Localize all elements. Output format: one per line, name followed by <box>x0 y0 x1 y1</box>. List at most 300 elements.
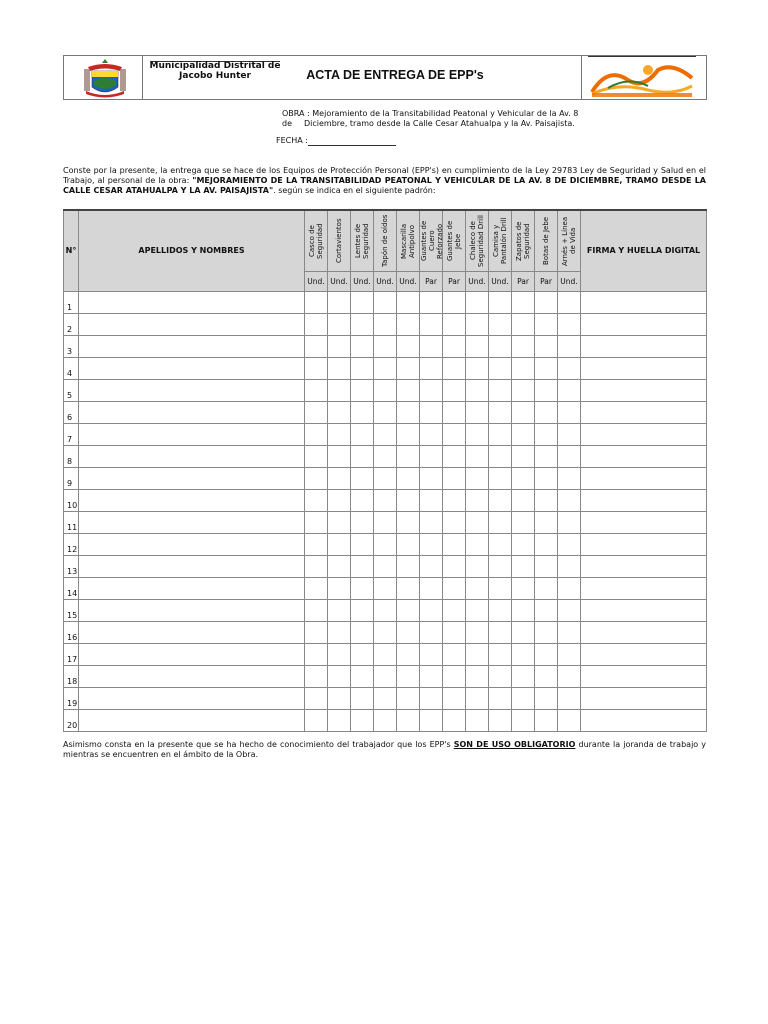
epp-check-cell[interactable] <box>420 335 443 357</box>
epp-check-cell[interactable] <box>305 709 328 731</box>
epp-check-cell[interactable] <box>305 511 328 533</box>
epp-check-cell[interactable] <box>512 687 535 709</box>
epp-check-cell[interactable] <box>535 577 558 599</box>
epp-check-cell[interactable] <box>535 313 558 335</box>
epp-check-cell[interactable] <box>443 555 466 577</box>
epp-check-cell[interactable] <box>512 335 535 357</box>
epp-check-cell[interactable] <box>351 379 374 401</box>
signature-cell[interactable] <box>581 555 707 577</box>
epp-check-cell[interactable] <box>328 687 351 709</box>
epp-check-cell[interactable] <box>466 621 489 643</box>
epp-check-cell[interactable] <box>443 467 466 489</box>
epp-check-cell[interactable] <box>443 423 466 445</box>
epp-check-cell[interactable] <box>397 313 420 335</box>
epp-check-cell[interactable] <box>305 379 328 401</box>
epp-check-cell[interactable] <box>512 291 535 313</box>
row-number: 10 <box>64 489 79 511</box>
epp-check-cell[interactable] <box>305 665 328 687</box>
epp-check-cell[interactable] <box>397 467 420 489</box>
name-cell[interactable] <box>79 401 305 423</box>
epp-check-cell[interactable] <box>351 357 374 379</box>
epp-check-cell[interactable] <box>351 445 374 467</box>
epp-check-cell[interactable] <box>558 577 581 599</box>
signature-cell[interactable] <box>581 599 707 621</box>
signature-cell[interactable] <box>581 577 707 599</box>
epp-check-cell[interactable] <box>374 489 397 511</box>
signature-cell[interactable] <box>581 467 707 489</box>
fecha-field[interactable] <box>308 145 396 146</box>
name-cell[interactable] <box>79 555 305 577</box>
epp-check-cell[interactable] <box>351 313 374 335</box>
epp-check-cell[interactable] <box>512 643 535 665</box>
epp-check-cell[interactable] <box>397 599 420 621</box>
epp-check-cell[interactable] <box>351 687 374 709</box>
row-number: 11 <box>64 511 79 533</box>
epp-check-cell[interactable] <box>420 423 443 445</box>
epp-check-cell[interactable] <box>351 533 374 555</box>
name-cell[interactable] <box>79 445 305 467</box>
epp-check-cell[interactable] <box>443 357 466 379</box>
epp-check-cell[interactable] <box>397 357 420 379</box>
row-number: 16 <box>64 621 79 643</box>
epp-check-cell[interactable] <box>443 291 466 313</box>
epp-check-cell[interactable] <box>535 357 558 379</box>
epp-check-cell[interactable] <box>305 577 328 599</box>
epp-check-cell[interactable] <box>443 709 466 731</box>
epp-check-cell[interactable] <box>558 687 581 709</box>
epp-check-cell[interactable] <box>466 445 489 467</box>
epp-check-cell[interactable] <box>558 335 581 357</box>
epp-check-cell[interactable] <box>558 445 581 467</box>
epp-check-cell[interactable] <box>489 555 512 577</box>
epp-check-cell[interactable] <box>374 467 397 489</box>
epp-check-cell[interactable] <box>328 335 351 357</box>
epp-check-cell[interactable] <box>305 621 328 643</box>
epp-check-cell[interactable] <box>466 555 489 577</box>
epp-check-cell[interactable] <box>374 599 397 621</box>
epp-check-cell[interactable] <box>328 533 351 555</box>
epp-check-cell[interactable] <box>420 467 443 489</box>
epp-check-cell[interactable] <box>328 423 351 445</box>
epp-check-cell[interactable] <box>351 511 374 533</box>
epp-check-cell[interactable] <box>466 577 489 599</box>
epp-check-cell[interactable] <box>558 357 581 379</box>
epp-check-cell[interactable] <box>374 423 397 445</box>
epp-check-cell[interactable] <box>443 665 466 687</box>
epp-check-cell[interactable] <box>420 291 443 313</box>
epp-check-cell[interactable] <box>535 709 558 731</box>
epp-check-cell[interactable] <box>512 665 535 687</box>
epp-check-cell[interactable] <box>466 401 489 423</box>
name-cell[interactable] <box>79 335 305 357</box>
epp-check-cell[interactable] <box>535 687 558 709</box>
epp-check-cell[interactable] <box>374 621 397 643</box>
epp-check-cell[interactable] <box>489 291 512 313</box>
epp-check-cell[interactable] <box>512 445 535 467</box>
epp-check-cell[interactable] <box>374 357 397 379</box>
epp-check-cell[interactable] <box>328 643 351 665</box>
epp-check-cell[interactable] <box>397 445 420 467</box>
epp-check-cell[interactable] <box>351 555 374 577</box>
epp-check-cell[interactable] <box>535 643 558 665</box>
epp-check-cell[interactable] <box>420 643 443 665</box>
signature-cell[interactable] <box>581 291 707 313</box>
epp-check-cell[interactable] <box>305 533 328 555</box>
epp-check-cell[interactable] <box>443 489 466 511</box>
epp-check-cell[interactable] <box>489 665 512 687</box>
epp-check-cell[interactable] <box>351 599 374 621</box>
epp-check-cell[interactable] <box>535 555 558 577</box>
epp-check-cell[interactable] <box>397 687 420 709</box>
epp-check-cell[interactable] <box>512 423 535 445</box>
name-cell[interactable] <box>79 379 305 401</box>
epp-check-cell[interactable] <box>420 511 443 533</box>
epp-check-cell[interactable] <box>397 643 420 665</box>
name-cell[interactable] <box>79 665 305 687</box>
col-header-number: N° <box>64 210 79 291</box>
epp-check-cell[interactable] <box>420 621 443 643</box>
epp-check-cell[interactable] <box>305 401 328 423</box>
epp-check-cell[interactable] <box>351 401 374 423</box>
name-cell[interactable] <box>79 709 305 731</box>
epp-check-cell[interactable] <box>535 401 558 423</box>
epp-check-cell[interactable] <box>351 709 374 731</box>
epp-check-cell[interactable] <box>420 599 443 621</box>
epp-check-cell[interactable] <box>558 313 581 335</box>
epp-check-cell[interactable] <box>420 357 443 379</box>
epp-check-cell[interactable] <box>420 445 443 467</box>
epp-check-cell[interactable] <box>512 489 535 511</box>
name-cell[interactable] <box>79 467 305 489</box>
signature-cell[interactable] <box>581 445 707 467</box>
epp-check-cell[interactable] <box>420 577 443 599</box>
epp-check-cell[interactable] <box>328 511 351 533</box>
epp-check-cell[interactable] <box>374 555 397 577</box>
epp-check-cell[interactable] <box>328 489 351 511</box>
col-header-item <box>443 210 466 271</box>
epp-check-cell[interactable] <box>305 555 328 577</box>
epp-check-cell[interactable] <box>489 599 512 621</box>
name-cell[interactable] <box>79 577 305 599</box>
epp-check-cell[interactable] <box>420 555 443 577</box>
col-header-item <box>351 210 374 271</box>
epp-check-cell[interactable] <box>305 445 328 467</box>
epp-check-cell[interactable] <box>420 665 443 687</box>
epp-check-cell[interactable] <box>558 643 581 665</box>
epp-check-cell[interactable] <box>466 423 489 445</box>
epp-check-cell[interactable] <box>374 511 397 533</box>
epp-check-cell[interactable] <box>420 489 443 511</box>
name-cell[interactable] <box>79 687 305 709</box>
epp-check-cell[interactable] <box>328 291 351 313</box>
epp-check-cell[interactable] <box>535 489 558 511</box>
epp-check-cell[interactable] <box>397 335 420 357</box>
epp-check-cell[interactable] <box>535 665 558 687</box>
epp-check-cell[interactable] <box>512 379 535 401</box>
name-cell[interactable] <box>79 291 305 313</box>
epp-check-cell[interactable] <box>305 467 328 489</box>
epp-check-cell[interactable] <box>512 401 535 423</box>
epp-check-cell[interactable] <box>558 489 581 511</box>
epp-check-cell[interactable] <box>351 577 374 599</box>
name-cell[interactable] <box>79 489 305 511</box>
epp-check-cell[interactable] <box>558 665 581 687</box>
epp-check-cell[interactable] <box>558 401 581 423</box>
epp-check-cell[interactable] <box>374 533 397 555</box>
epp-check-cell[interactable] <box>351 643 374 665</box>
epp-check-cell[interactable] <box>512 511 535 533</box>
epp-check-cell[interactable] <box>489 511 512 533</box>
row-number: 1 <box>64 291 79 313</box>
epp-check-cell[interactable] <box>305 423 328 445</box>
epp-check-cell[interactable] <box>351 335 374 357</box>
epp-check-cell[interactable] <box>466 643 489 665</box>
epp-check-cell[interactable] <box>466 335 489 357</box>
name-cell[interactable] <box>79 533 305 555</box>
epp-check-cell[interactable] <box>443 445 466 467</box>
epp-check-cell[interactable] <box>443 379 466 401</box>
epp-check-cell[interactable] <box>512 313 535 335</box>
epp-check-cell[interactable] <box>328 445 351 467</box>
name-cell[interactable] <box>79 599 305 621</box>
epp-check-cell[interactable] <box>512 621 535 643</box>
epp-check-cell[interactable] <box>466 489 489 511</box>
col-header-signature: FIRMA Y HUELLA DIGITAL <box>581 210 707 291</box>
epp-check-cell[interactable] <box>535 467 558 489</box>
epp-check-cell[interactable] <box>443 511 466 533</box>
epp-check-cell[interactable] <box>374 709 397 731</box>
epp-check-cell[interactable] <box>351 621 374 643</box>
epp-check-cell[interactable] <box>512 467 535 489</box>
epp-check-cell[interactable] <box>443 599 466 621</box>
epp-check-cell[interactable] <box>351 423 374 445</box>
epp-check-cell[interactable] <box>443 577 466 599</box>
signature-cell[interactable] <box>581 511 707 533</box>
epp-check-cell[interactable] <box>397 379 420 401</box>
signature-cell[interactable] <box>581 665 707 687</box>
epp-check-cell[interactable] <box>374 379 397 401</box>
epp-check-cell[interactable] <box>351 467 374 489</box>
epp-check-cell[interactable] <box>374 313 397 335</box>
epp-check-cell[interactable] <box>374 291 397 313</box>
signature-cell[interactable] <box>581 533 707 555</box>
epp-check-cell[interactable] <box>328 357 351 379</box>
epp-check-cell[interactable] <box>489 445 512 467</box>
epp-check-cell[interactable] <box>374 335 397 357</box>
epp-check-cell[interactable] <box>305 599 328 621</box>
epp-check-cell[interactable] <box>420 401 443 423</box>
epp-check-cell[interactable] <box>443 687 466 709</box>
epp-check-cell[interactable] <box>374 687 397 709</box>
epp-check-cell[interactable] <box>397 401 420 423</box>
epp-check-cell[interactable] <box>420 687 443 709</box>
epp-check-cell[interactable] <box>351 665 374 687</box>
epp-check-cell[interactable] <box>443 533 466 555</box>
signature-cell[interactable] <box>581 621 707 643</box>
epp-check-cell[interactable] <box>512 555 535 577</box>
name-cell[interactable] <box>79 313 305 335</box>
epp-check-cell[interactable] <box>420 709 443 731</box>
epp-check-cell[interactable] <box>466 291 489 313</box>
epp-check-cell[interactable] <box>397 555 420 577</box>
epp-check-cell[interactable] <box>305 313 328 335</box>
epp-check-cell[interactable] <box>489 577 512 599</box>
epp-check-cell[interactable] <box>489 467 512 489</box>
epp-check-cell[interactable] <box>489 643 512 665</box>
signature-cell[interactable] <box>581 401 707 423</box>
epp-check-cell[interactable] <box>466 357 489 379</box>
epp-delivery-table <box>63 209 707 732</box>
epp-check-cell[interactable] <box>397 577 420 599</box>
epp-check-cell[interactable] <box>305 489 328 511</box>
item-label: Chaleco de Seguridad Drill <box>469 214 485 267</box>
signature-cell[interactable] <box>581 313 707 335</box>
epp-check-cell[interactable] <box>443 313 466 335</box>
signature-cell[interactable] <box>581 379 707 401</box>
epp-check-cell[interactable] <box>535 291 558 313</box>
epp-check-cell[interactable] <box>512 599 535 621</box>
epp-check-cell[interactable] <box>397 665 420 687</box>
epp-check-cell[interactable] <box>466 467 489 489</box>
epp-check-cell[interactable] <box>489 489 512 511</box>
epp-check-cell[interactable] <box>535 423 558 445</box>
epp-check-cell[interactable] <box>489 401 512 423</box>
epp-check-cell[interactable] <box>328 401 351 423</box>
signature-cell[interactable] <box>581 687 707 709</box>
epp-check-cell[interactable] <box>466 665 489 687</box>
epp-check-cell[interactable] <box>489 687 512 709</box>
epp-check-cell[interactable] <box>374 665 397 687</box>
epp-check-cell[interactable] <box>558 379 581 401</box>
epp-check-cell[interactable] <box>489 709 512 731</box>
epp-check-cell[interactable] <box>305 687 328 709</box>
epp-check-cell[interactable] <box>466 511 489 533</box>
epp-check-cell[interactable] <box>443 335 466 357</box>
signature-cell[interactable] <box>581 423 707 445</box>
epp-check-cell[interactable] <box>466 709 489 731</box>
signature-cell[interactable] <box>581 489 707 511</box>
epp-check-cell[interactable] <box>535 511 558 533</box>
epp-check-cell[interactable] <box>466 599 489 621</box>
epp-check-cell[interactable] <box>420 533 443 555</box>
epp-check-cell[interactable] <box>558 709 581 731</box>
row-number: 17 <box>64 643 79 665</box>
epp-check-cell[interactable] <box>443 643 466 665</box>
epp-check-cell[interactable] <box>328 555 351 577</box>
epp-check-cell[interactable] <box>397 533 420 555</box>
epp-check-cell[interactable] <box>558 533 581 555</box>
epp-check-cell[interactable] <box>535 379 558 401</box>
epp-check-cell[interactable] <box>443 621 466 643</box>
epp-check-cell[interactable] <box>420 313 443 335</box>
epp-check-cell[interactable] <box>489 335 512 357</box>
epp-check-cell[interactable] <box>535 335 558 357</box>
epp-check-cell[interactable] <box>466 313 489 335</box>
epp-check-cell[interactable] <box>374 577 397 599</box>
signature-cell[interactable] <box>581 335 707 357</box>
epp-check-cell[interactable] <box>466 379 489 401</box>
intro-paragraph <box>63 166 706 196</box>
name-cell[interactable] <box>79 643 305 665</box>
signature-cell[interactable] <box>581 357 707 379</box>
item-label: Camisa y Pantalón Drill <box>492 217 508 265</box>
name-cell[interactable] <box>79 511 305 533</box>
item-label: Lentes de Seguridad <box>354 222 370 259</box>
epp-check-cell[interactable] <box>558 467 581 489</box>
epp-check-cell[interactable] <box>489 379 512 401</box>
epp-check-cell[interactable] <box>512 577 535 599</box>
epp-check-cell[interactable] <box>374 445 397 467</box>
epp-check-cell[interactable] <box>443 401 466 423</box>
epp-check-cell[interactable] <box>535 445 558 467</box>
col-header-item <box>374 210 397 271</box>
epp-check-cell[interactable] <box>351 489 374 511</box>
epp-check-cell[interactable] <box>397 621 420 643</box>
epp-check-cell[interactable] <box>489 423 512 445</box>
epp-check-cell[interactable] <box>535 599 558 621</box>
municipality-crest-logo <box>80 57 130 99</box>
epp-check-cell[interactable] <box>558 621 581 643</box>
epp-check-cell[interactable] <box>466 687 489 709</box>
epp-check-cell[interactable] <box>558 291 581 313</box>
unit-cell: Und. <box>328 271 351 291</box>
epp-check-cell[interactable] <box>489 357 512 379</box>
name-cell[interactable] <box>79 621 305 643</box>
epp-check-cell[interactable] <box>374 401 397 423</box>
signature-cell[interactable] <box>581 643 707 665</box>
epp-check-cell[interactable] <box>558 423 581 445</box>
epp-check-cell[interactable] <box>489 533 512 555</box>
epp-check-cell[interactable] <box>512 709 535 731</box>
row-number: 8 <box>64 445 79 467</box>
epp-check-cell[interactable] <box>466 533 489 555</box>
epp-check-cell[interactable] <box>489 621 512 643</box>
epp-check-cell[interactable] <box>328 313 351 335</box>
epp-check-cell[interactable] <box>397 423 420 445</box>
epp-check-cell[interactable] <box>328 709 351 731</box>
epp-check-cell[interactable] <box>374 643 397 665</box>
name-cell[interactable] <box>79 423 305 445</box>
name-cell[interactable] <box>79 357 305 379</box>
epp-check-cell[interactable] <box>328 577 351 599</box>
epp-check-cell[interactable] <box>328 665 351 687</box>
epp-check-cell[interactable] <box>512 533 535 555</box>
epp-check-cell[interactable] <box>305 335 328 357</box>
epp-check-cell[interactable] <box>558 511 581 533</box>
epp-check-cell[interactable] <box>558 555 581 577</box>
epp-check-cell[interactable] <box>328 621 351 643</box>
epp-check-cell[interactable] <box>351 291 374 313</box>
epp-check-cell[interactable] <box>328 599 351 621</box>
epp-check-cell[interactable] <box>420 379 443 401</box>
epp-check-cell[interactable] <box>489 313 512 335</box>
epp-check-cell[interactable] <box>305 291 328 313</box>
epp-check-cell[interactable] <box>305 357 328 379</box>
epp-check-cell[interactable] <box>305 643 328 665</box>
epp-check-cell[interactable] <box>397 709 420 731</box>
epp-check-cell[interactable] <box>397 291 420 313</box>
epp-check-cell[interactable] <box>535 621 558 643</box>
epp-check-cell[interactable] <box>535 533 558 555</box>
table-row <box>64 423 707 445</box>
signature-cell[interactable] <box>581 709 707 731</box>
epp-check-cell[interactable] <box>512 357 535 379</box>
epp-check-cell[interactable] <box>558 599 581 621</box>
epp-check-cell[interactable] <box>328 467 351 489</box>
epp-check-cell[interactable] <box>397 511 420 533</box>
epp-check-cell[interactable] <box>397 489 420 511</box>
epp-check-cell[interactable] <box>328 379 351 401</box>
